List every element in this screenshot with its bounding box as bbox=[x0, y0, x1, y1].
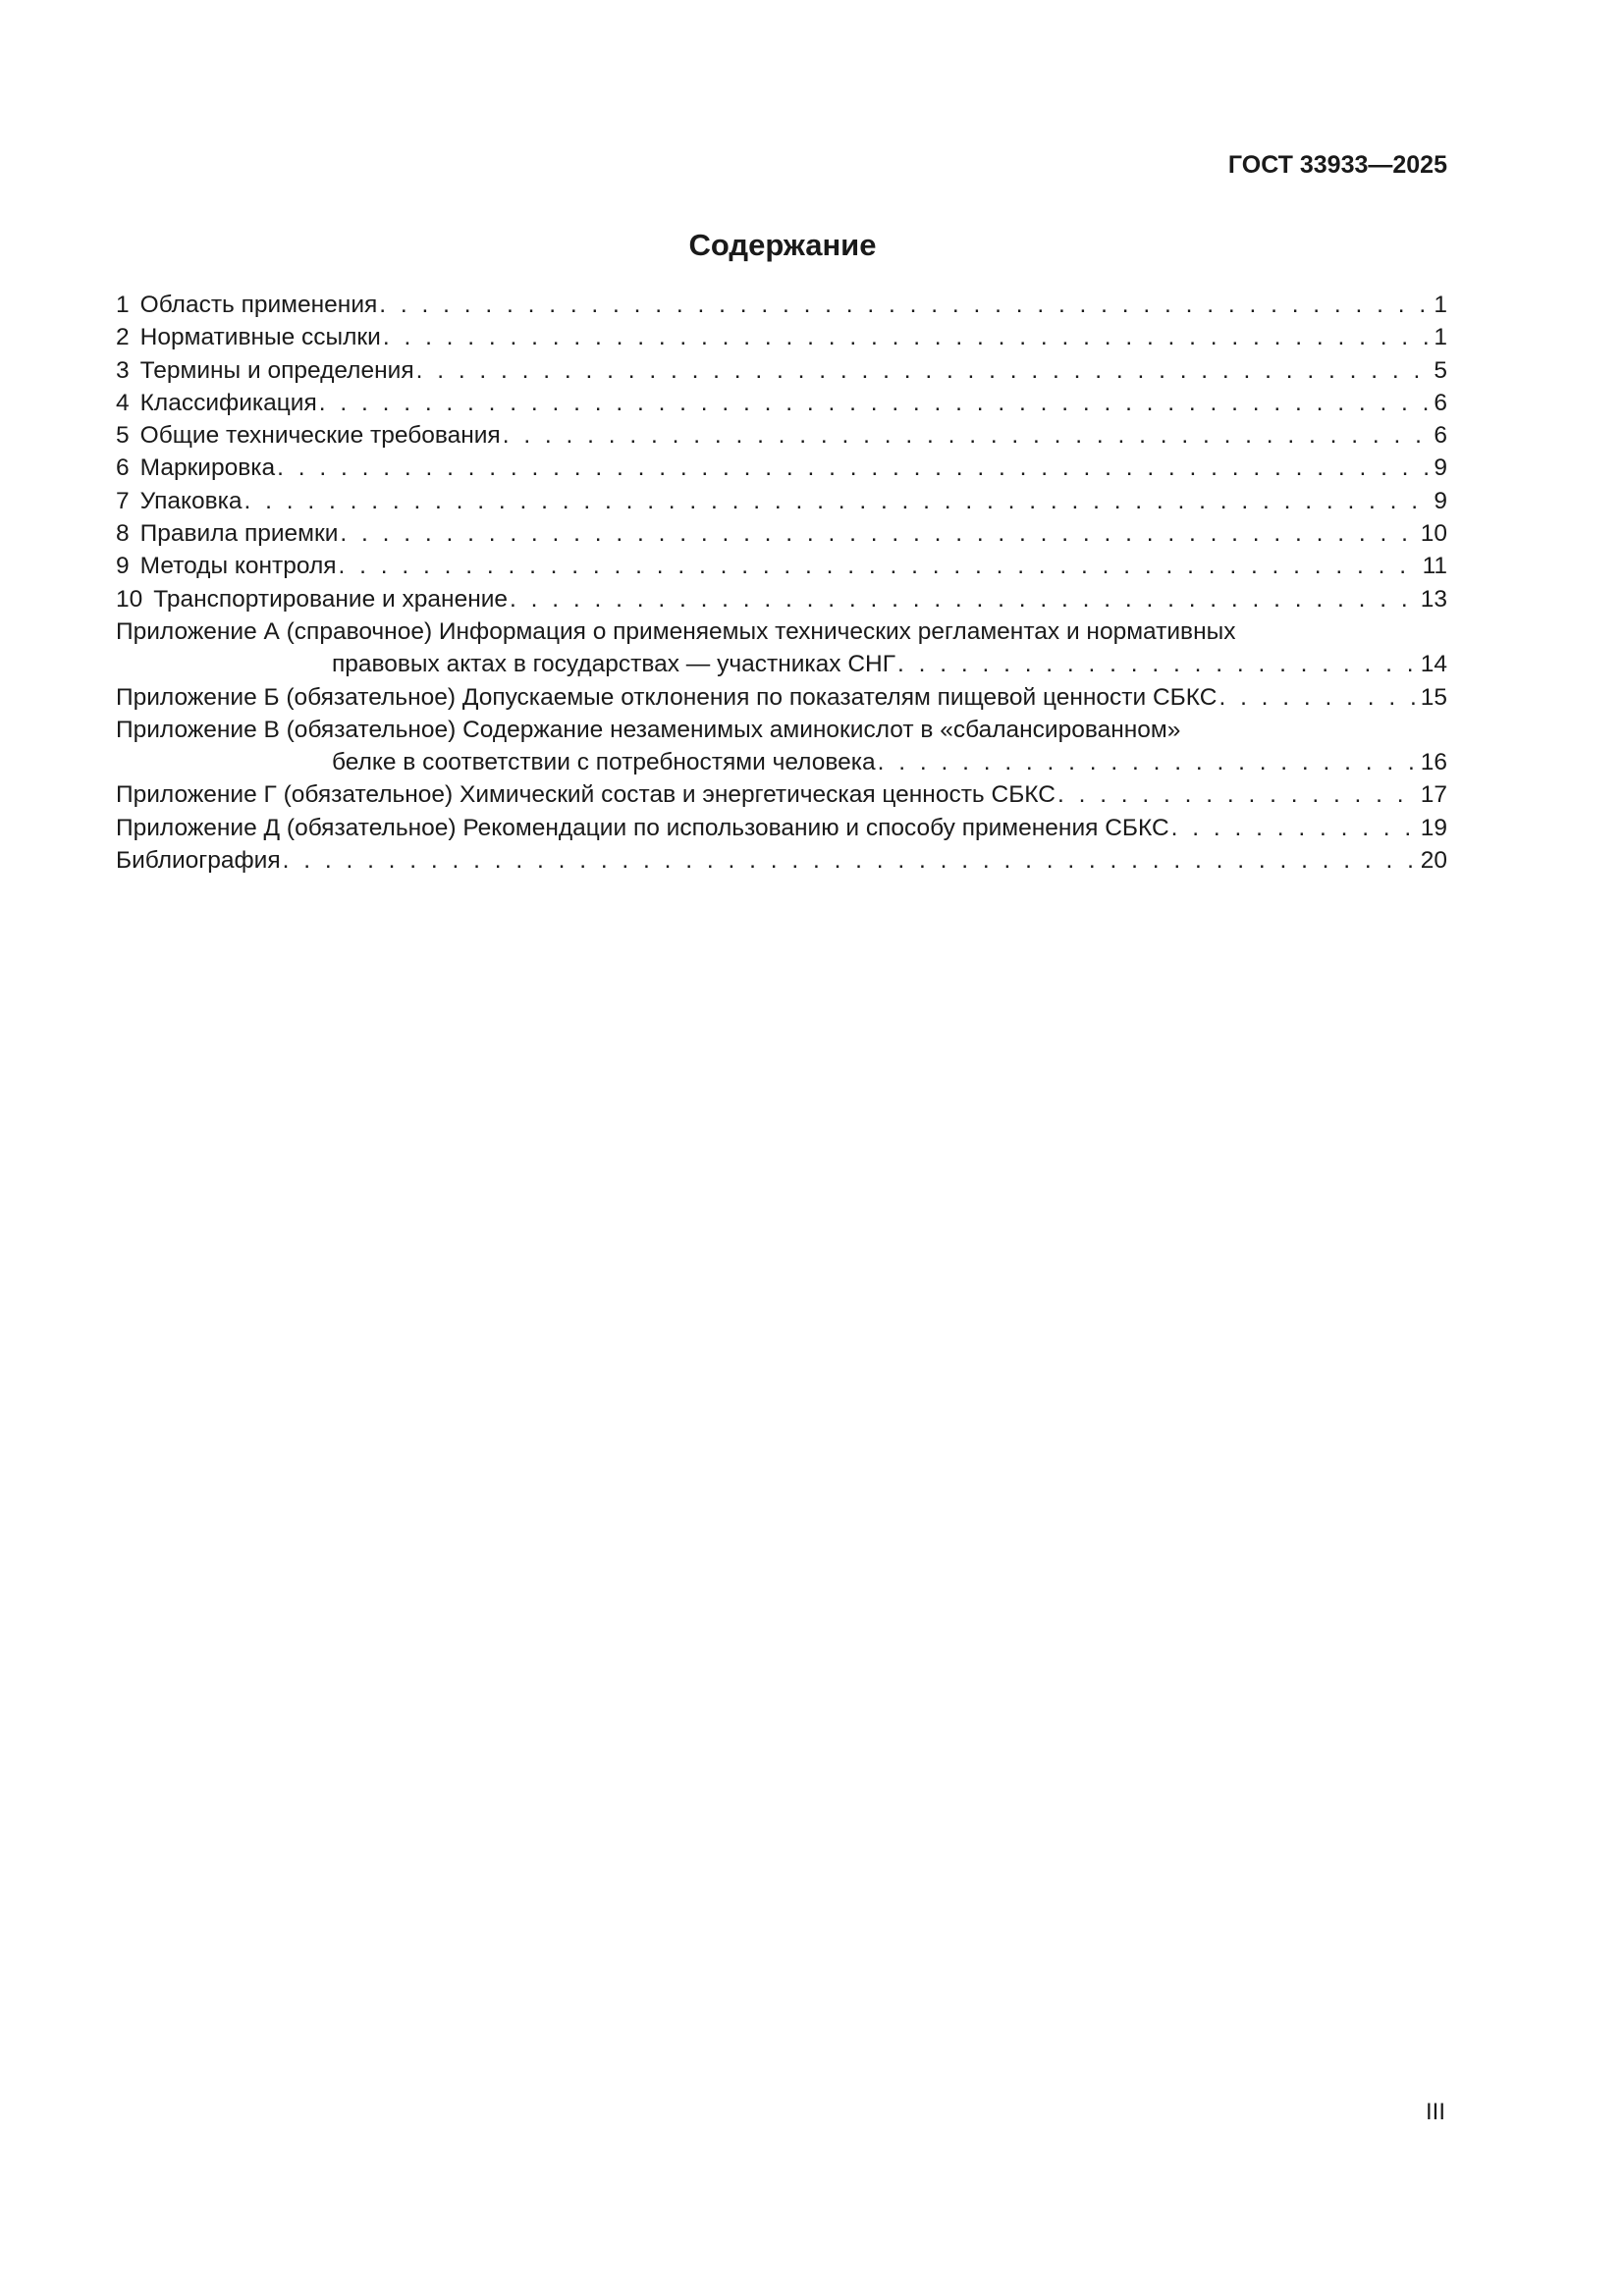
toc-entry-page: 17 bbox=[1420, 781, 1447, 809]
toc-entry-page: 10 bbox=[1420, 520, 1447, 548]
toc-entry-page: 11 bbox=[1422, 553, 1447, 580]
toc-annex-label: Приложение В (обязательное) Содержание незаменимых аминокислот в «сбалансированном» bbox=[116, 716, 1181, 743]
document-code: ГОСТ 33933—2025 bbox=[1227, 151, 1447, 179]
toc-annex-label: Приложение Г (обязательное) Химический состав и энергетическая ценность СБКС bbox=[116, 781, 1056, 809]
toc-entry-page: 6 bbox=[1434, 389, 1447, 416]
toc-entry-number: 7 bbox=[116, 487, 130, 514]
toc-entry-number: 1 bbox=[116, 292, 130, 318]
toc-annex-label-cont: белке в соответствии с потребностями человека bbox=[332, 749, 876, 776]
leader-dots bbox=[319, 387, 1433, 419]
leader-dots bbox=[416, 354, 1433, 387]
toc-entry-label: Нормативные ссылки bbox=[139, 324, 381, 351]
toc-bibliography-label: Библиография bbox=[116, 847, 281, 875]
toc-entry-page: 19 bbox=[1420, 814, 1447, 841]
leader-dots bbox=[383, 321, 1433, 353]
toc-annex-b[interactable] bbox=[116, 681, 1447, 714]
toc-annex-label: Приложение Б (обязательное) Допускаемые отклонения по показателям пищевой ценности СБКС bbox=[116, 683, 1218, 711]
toc-entry-number: 9 bbox=[116, 553, 130, 580]
toc-entry-page: 1 bbox=[1434, 292, 1447, 318]
toc-entry-8[interactable] bbox=[116, 517, 1447, 550]
toc-entry-number: 8 bbox=[116, 520, 130, 548]
toc-entry-page: 14 bbox=[1420, 651, 1447, 678]
leader-dots bbox=[897, 648, 1419, 680]
leader-dots bbox=[878, 746, 1419, 778]
toc-entry-page: 6 bbox=[1434, 422, 1447, 450]
toc-entry-number: 10 bbox=[116, 585, 143, 613]
toc-entry-5[interactable] bbox=[116, 419, 1447, 452]
toc-entry-page: 9 bbox=[1434, 487, 1447, 514]
toc-entry-number: 6 bbox=[116, 454, 130, 482]
toc-entry-page: 16 bbox=[1420, 749, 1447, 776]
toc-entry-10[interactable] bbox=[116, 583, 1447, 615]
toc-entry-number: 5 bbox=[116, 422, 130, 450]
toc-entry-label: Упаковка bbox=[139, 487, 243, 514]
table-of-contents bbox=[116, 289, 1447, 877]
toc-entry-label: Общие технические требования bbox=[139, 422, 501, 450]
toc-entry-page: 5 bbox=[1434, 356, 1447, 384]
leader-dots bbox=[340, 517, 1418, 550]
toc-entry-label: Термины и определения bbox=[139, 356, 414, 384]
toc-entry-4[interactable] bbox=[116, 387, 1447, 419]
toc-annex-v[interactable] bbox=[116, 714, 1447, 779]
page-number: III bbox=[1425, 2099, 1445, 2125]
leader-dots bbox=[244, 485, 1433, 517]
toc-entry-page: 1 bbox=[1434, 324, 1447, 351]
toc-entry-2[interactable] bbox=[116, 321, 1447, 353]
leader-dots bbox=[277, 452, 1432, 484]
leader-dots bbox=[510, 583, 1419, 615]
leader-dots bbox=[1057, 778, 1419, 811]
toc-entry-number: 3 bbox=[116, 356, 130, 384]
toc-annex-label: Приложение А (справочное) Информация о применяемых технических регламентах и нормативных bbox=[116, 617, 1236, 645]
toc-title: Содержание bbox=[688, 228, 877, 262]
toc-entry-label: Транспортирование и хранение bbox=[153, 585, 509, 613]
toc-entry-number: 2 bbox=[116, 324, 130, 351]
toc-entry-page: 15 bbox=[1420, 683, 1447, 711]
toc-entry-3[interactable] bbox=[116, 354, 1447, 387]
toc-annex-a[interactable] bbox=[116, 615, 1447, 681]
leader-dots bbox=[1171, 812, 1419, 844]
toc-annex-d[interactable] bbox=[116, 812, 1447, 844]
toc-annex-label: Приложение Д (обязательное) Рекомендации по использованию и способу применения СБКС bbox=[116, 814, 1169, 841]
toc-annex-g[interactable] bbox=[116, 778, 1447, 811]
toc-entry-page: 13 bbox=[1420, 585, 1447, 613]
leader-dots bbox=[379, 289, 1432, 321]
toc-bibliography[interactable] bbox=[116, 844, 1447, 877]
leader-dots bbox=[503, 419, 1433, 452]
leader-dots bbox=[339, 550, 1421, 582]
toc-annex-label-cont: правовых актах в государствах — участниках СНГ bbox=[332, 651, 896, 678]
toc-entry-page: 9 bbox=[1434, 454, 1447, 482]
toc-entry-6[interactable] bbox=[116, 452, 1447, 484]
toc-entry-label: Область применения bbox=[139, 292, 378, 318]
toc-entry-7[interactable] bbox=[116, 485, 1447, 517]
leader-dots bbox=[283, 844, 1419, 877]
leader-dots bbox=[1218, 681, 1418, 714]
toc-entry-page: 20 bbox=[1420, 847, 1447, 875]
toc-entry-1[interactable] bbox=[116, 289, 1447, 321]
toc-entry-label: Классификация bbox=[139, 389, 317, 416]
toc-entry-9[interactable] bbox=[116, 550, 1447, 582]
toc-entry-label: Методы контроля bbox=[139, 553, 337, 580]
toc-entry-number: 4 bbox=[116, 389, 130, 416]
toc-entry-label: Правила приемки bbox=[139, 520, 339, 548]
toc-entry-label: Маркировка bbox=[139, 454, 276, 482]
